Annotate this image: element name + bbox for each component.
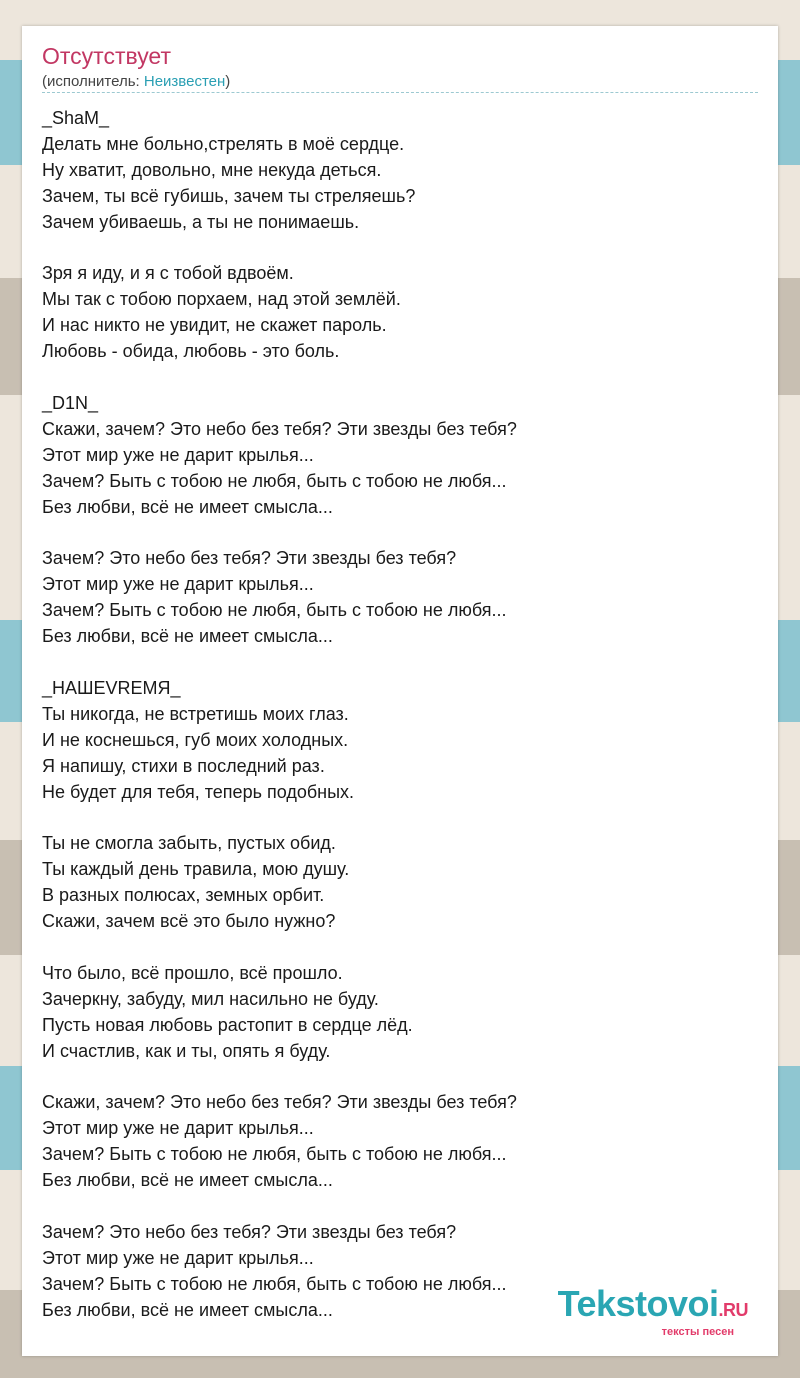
lyrics-stanza <box>42 961 517 1065</box>
lyrics-line: Скажи, зачем? Это небо без тебя? Эти звезды без тебя? <box>42 1092 517 1113</box>
lyrics-line: Пусть новая любовь растопит в сердце лёд. <box>42 1014 413 1035</box>
lyrics-stanza <box>42 1220 517 1324</box>
artist-prefix: (исполнитель: <box>42 73 144 90</box>
artist-line <box>42 73 230 90</box>
lyrics-text <box>42 106 517 1349</box>
lyrics-line: Без любви, всё не имеет смысла... <box>42 496 333 517</box>
lyrics-line: Скажи, зачем всё это было нужно? <box>42 911 336 932</box>
lyrics-line: И нас никто не увидит, не скажет пароль. <box>42 315 387 336</box>
lyrics-line: И счастлив, как и ты, опять я буду. <box>42 1040 331 1061</box>
lyrics-stanza <box>42 831 517 935</box>
lyrics-line: Этот мир уже не дарит крылья... <box>42 1247 314 1268</box>
divider <box>42 92 758 93</box>
lyrics-line: Этот мир уже не дарит крылья... <box>42 444 314 465</box>
lyrics-stanza <box>42 261 517 365</box>
lyrics-line: Что было, всё прошло, всё прошло. <box>42 962 343 983</box>
logo-name: Tekstovoi <box>557 1283 719 1324</box>
lyrics-stanza <box>42 546 517 650</box>
lyrics-line: Зачем убиваешь, а ты не понимаешь. <box>42 211 360 232</box>
lyrics-line: Зачем, ты всё губишь, зачем ты стреляешь? <box>42 185 416 206</box>
lyrics-line: _ShaM_ <box>42 108 110 128</box>
lyrics-line: Без любви, всё не имеет смысла... <box>42 1299 333 1320</box>
lyrics-line: Любовь - обида, любовь - это боль. <box>42 341 340 362</box>
lyrics-stanza <box>42 106 517 236</box>
lyrics-line: Без любви, всё не имеет смысла... <box>42 1170 333 1191</box>
lyrics-line: Этот мир уже не дарит крылья... <box>42 574 314 595</box>
lyrics-line: Ну хватит, довольно, мне некуда деться. <box>42 159 382 180</box>
site-logo[interactable] <box>557 1283 748 1338</box>
lyrics-line: Делать мне больно,стрелять в моё сердце. <box>42 133 405 154</box>
lyrics-line: Ты не смогла забыть, пустых обид. <box>42 833 336 854</box>
artist-suffix: ) <box>225 73 231 90</box>
lyrics-line: Ты никогда, не встретишь моих глаз. <box>42 703 349 724</box>
lyrics-line: Ты каждый день травила, мою душу. <box>42 859 350 880</box>
lyrics-line: Этот мир уже не дарит крылья... <box>42 1118 314 1139</box>
lyrics-line: Зачем? Быть с тобою не любя, быть с тобою не любя... <box>42 1144 507 1165</box>
lyrics-line: Зачем? Это небо без тебя? Эти звезды без тебя? <box>42 548 457 569</box>
lyrics-line: Зачем? Быть с тобою не любя, быть с тобою не любя... <box>42 470 507 491</box>
lyrics-line: Без любви, всё не имеет смысла... <box>42 626 333 647</box>
lyrics-line: _НАШЕVREMЯ_ <box>42 677 181 698</box>
lyrics-stanza <box>42 676 517 806</box>
lyrics-line: Зачеркну, забуду, мил насильно не буду. <box>42 988 379 1009</box>
lyrics-line: Скажи, зачем? Это небо без тебя? Эти звезды без тебя? <box>42 418 517 439</box>
song-title: Отсутствует <box>42 43 171 69</box>
lyrics-line: _D1N_ <box>42 392 99 413</box>
artist-link[interactable]: Неизвестен <box>143 73 226 90</box>
lyrics-line: Зачем? Это небо без тебя? Эти звезды без тебя? <box>42 1221 457 1242</box>
lyrics-line: Я напишу, стихи в последний раз. <box>42 755 325 776</box>
lyrics-stanza <box>42 391 517 521</box>
lyrics-line: Зачем? Быть с тобою не любя, быть с тобою не любя... <box>42 1273 507 1294</box>
logo-tagline: тексты песен <box>661 1326 734 1338</box>
lyrics-line: В разных полюсах, земных орбит. <box>42 885 325 906</box>
lyrics-line: Зря я иду, и я с тобой вдвоём. <box>42 263 294 284</box>
lyrics-line: И не коснешься, губ моих холодных. <box>42 729 349 750</box>
lyrics-card <box>22 26 778 1356</box>
lyrics-line: Не будет для тебя, теперь подобных. <box>42 781 355 802</box>
lyrics-line: Зачем? Быть с тобою не любя, быть с тобою не любя... <box>42 600 507 621</box>
lyrics-line: Мы так с тобою порхаем, над этой землёй. <box>42 289 401 310</box>
lyrics-stanza <box>42 1090 517 1194</box>
logo-tld: .RU <box>718 1300 748 1320</box>
